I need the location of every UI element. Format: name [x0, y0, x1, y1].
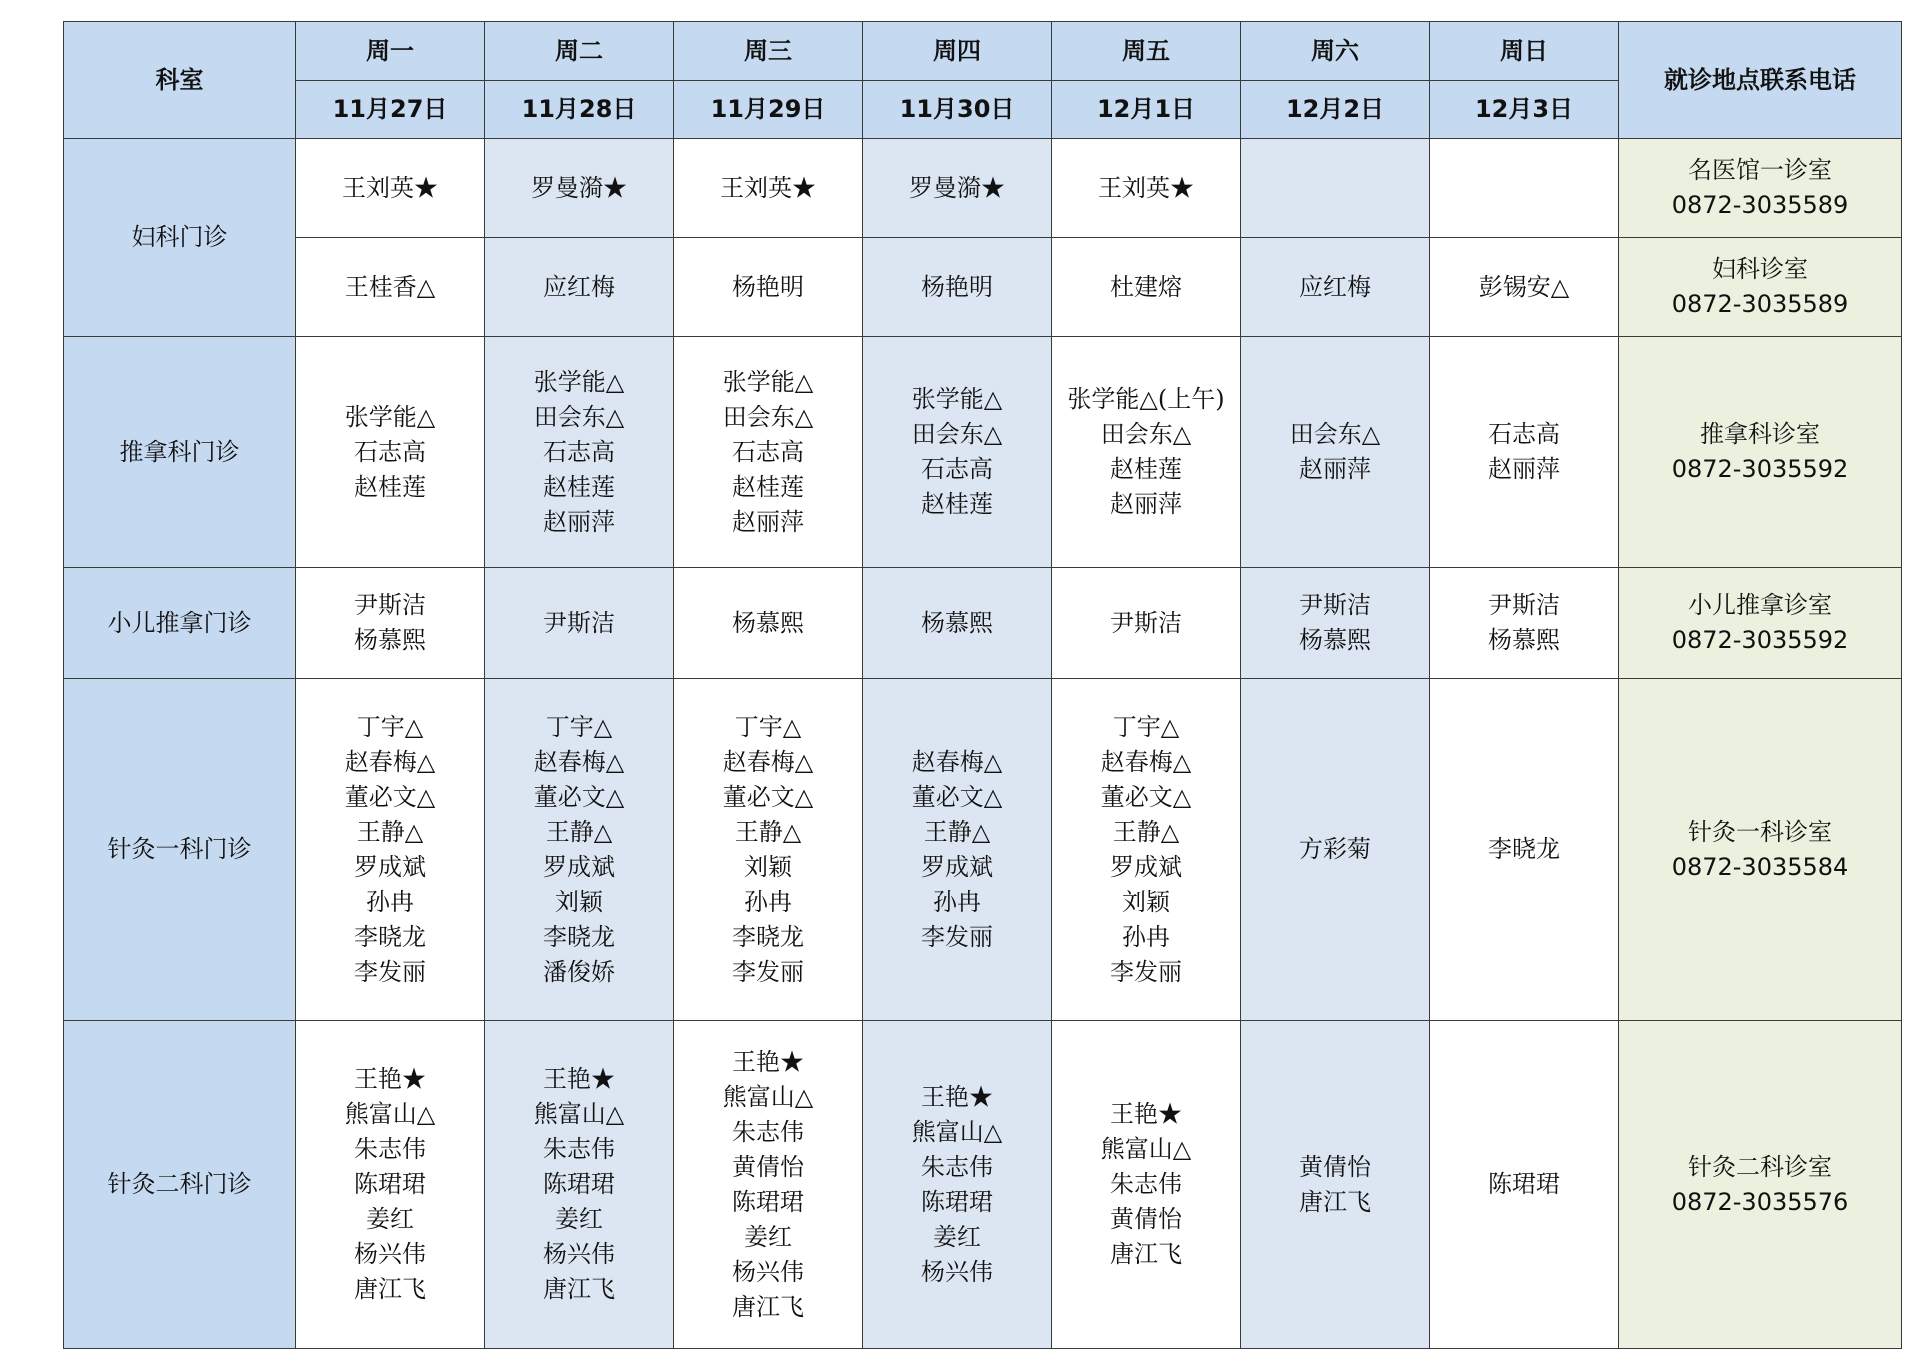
doctor-name: 丁宇△ — [545, 712, 613, 741]
contact-column-header: 就诊地点联系电话 — [1619, 22, 1902, 139]
doctor-name: 赵丽萍 — [543, 507, 615, 536]
doctor-name: 应红梅 — [1299, 272, 1371, 301]
doctor-name: 李晓龙 — [354, 922, 426, 951]
doctor-name: 丁宇△ — [1112, 712, 1180, 741]
schedule-cell — [485, 568, 674, 679]
weekday-header: 周一 — [296, 22, 485, 81]
doctor-name: 王艳★ — [543, 1065, 615, 1093]
doctor-name: 石志高 — [354, 437, 426, 466]
doctor-name: 丁宇△ — [734, 712, 802, 741]
schedule-cell — [863, 238, 1052, 337]
doctor-name: 赵桂莲 — [732, 472, 804, 501]
doctor-name: 田会东△ — [1289, 420, 1381, 448]
doctor-name: 杨兴伟 — [354, 1240, 426, 1268]
doctor-name: 王静△ — [545, 817, 613, 846]
schedule-cell — [674, 337, 863, 568]
clinic-room: 名医馆一诊室 — [1688, 156, 1832, 184]
contact-cell — [1619, 337, 1902, 568]
schedule-cell — [1241, 238, 1430, 337]
doctor-name: 田会东△ — [911, 420, 1003, 448]
doctor-name: 陈珺珺 — [732, 1187, 804, 1216]
doctor-name: 杨慕熙 — [1299, 626, 1371, 654]
doctor-name: 董必文△ — [533, 782, 625, 811]
doctor-name: 罗成斌 — [543, 852, 615, 881]
doctor-name: 姜红 — [744, 1222, 792, 1251]
schedule-cell — [863, 1021, 1052, 1349]
table-row — [64, 238, 1902, 337]
doctor-name: 王艳★ — [732, 1047, 804, 1076]
doctor-name: 张学能△ — [722, 367, 814, 396]
doctor-name: 黄倩怡 — [1299, 1152, 1371, 1181]
contact-cell — [1619, 568, 1902, 679]
schedule-cell — [1241, 679, 1430, 1021]
doctor-name: 朱志伟 — [1110, 1170, 1182, 1198]
table-row — [64, 139, 1902, 238]
doctor-name: 朱志伟 — [543, 1135, 615, 1163]
doctor-name: 王静△ — [734, 817, 802, 846]
schedule-cell — [1430, 238, 1619, 337]
doctor-name: 杨兴伟 — [921, 1257, 993, 1286]
doctor-name: 田会东△ — [1100, 420, 1192, 448]
doctor-name: 彭锡安△ — [1478, 272, 1570, 301]
doctor-name: 杨兴伟 — [543, 1240, 615, 1268]
schedule-cell — [863, 139, 1052, 238]
schedule-cell — [296, 1021, 485, 1349]
doctor-name: 杨艳明 — [732, 272, 804, 301]
doctor-name: 李晓龙 — [543, 922, 615, 951]
table-row — [64, 1021, 1902, 1349]
doctor-name: 赵丽萍 — [1488, 455, 1560, 483]
schedule-cell — [1052, 139, 1241, 238]
clinic-room: 针灸一科诊室 — [1688, 817, 1832, 846]
department-name: 小儿推拿门诊 — [64, 568, 296, 679]
doctor-name: 陈珺珺 — [1488, 1170, 1560, 1198]
doctor-name: 杜建熔 — [1110, 272, 1182, 301]
schedule-cell — [674, 1021, 863, 1349]
date-header: 12月2日 — [1241, 81, 1430, 139]
schedule-cell — [863, 679, 1052, 1021]
doctor-name: 尹斯洁 — [354, 591, 426, 619]
schedule-cell — [1052, 1021, 1241, 1349]
doctor-name: 王桂香△ — [344, 272, 436, 301]
doctor-name: 黄倩怡 — [732, 1152, 804, 1181]
doctor-name: 朱志伟 — [921, 1152, 993, 1181]
duty-schedule-table — [63, 21, 1902, 1349]
doctor-name: 唐江飞 — [354, 1275, 426, 1303]
contact-cell — [1619, 1021, 1902, 1349]
department-column-header: 科室 — [64, 22, 296, 139]
doctor-name: 姜红 — [933, 1222, 981, 1251]
doctor-name: 王刘英★ — [1098, 173, 1194, 202]
table-row — [64, 679, 1902, 1021]
doctor-name: 赵春梅△ — [1100, 747, 1192, 776]
doctor-name: 方彩菊 — [1299, 835, 1371, 863]
doctor-name: 石志高 — [732, 437, 804, 466]
doctor-name: 尹斯洁 — [1110, 608, 1182, 637]
doctor-name: 杨慕熙 — [1488, 626, 1560, 654]
doctor-name: 唐江飞 — [543, 1275, 615, 1303]
date-header: 12月1日 — [1052, 81, 1241, 139]
date-header: 11月29日 — [674, 81, 863, 139]
doctor-name: 赵丽萍 — [1299, 455, 1371, 483]
doctor-name: 张学能△ — [344, 402, 436, 431]
department-name: 妇科门诊 — [64, 139, 296, 337]
contact-cell — [1619, 238, 1902, 337]
schedule-cell — [296, 568, 485, 679]
schedule-cell — [674, 679, 863, 1021]
doctor-name: 罗成斌 — [354, 852, 426, 881]
doctor-name: 罗成斌 — [921, 852, 993, 881]
doctor-name: 刘颖 — [1122, 887, 1170, 916]
doctor-name: 唐江飞 — [732, 1292, 804, 1321]
schedule-cell — [1430, 139, 1619, 238]
phone-number: 0872-3035592 — [1671, 455, 1849, 483]
doctor-name: 石志高 — [1488, 420, 1560, 448]
schedule-cell — [485, 679, 674, 1021]
doctor-name: 黄倩怡 — [1110, 1205, 1182, 1233]
doctor-name: 王艳★ — [354, 1065, 426, 1093]
doctor-name: 丁宇△ — [356, 712, 424, 741]
doctor-name: 应红梅 — [543, 272, 615, 301]
phone-number: 0872-3035589 — [1671, 290, 1849, 318]
doctor-name: 陈珺珺 — [921, 1187, 993, 1216]
schedule-cell — [1241, 139, 1430, 238]
doctor-name: 陈珺珺 — [354, 1170, 426, 1198]
schedule-cell — [485, 1021, 674, 1349]
doctor-name: 杨慕熙 — [354, 626, 426, 654]
schedule-body — [64, 139, 1902, 1349]
schedule-cell — [296, 139, 485, 238]
doctor-name: 罗成斌 — [1110, 852, 1182, 881]
doctor-name: 石志高 — [921, 455, 993, 483]
doctor-name: 张学能△(上午) — [1067, 385, 1225, 413]
schedule-cell — [1052, 679, 1241, 1021]
doctor-name: 王静△ — [356, 817, 424, 846]
doctor-name: 石志高 — [543, 437, 615, 466]
schedule-cell — [1052, 568, 1241, 679]
contact-cell — [1619, 139, 1902, 238]
doctor-name: 尹斯洁 — [1299, 591, 1371, 619]
doctor-name: 李发丽 — [732, 957, 804, 986]
doctor-name: 赵桂莲 — [354, 472, 426, 501]
doctor-name: 赵春梅△ — [533, 747, 625, 776]
schedule-cell — [1052, 238, 1241, 337]
doctor-name: 熊富山△ — [344, 1100, 436, 1128]
schedule-cell — [485, 139, 674, 238]
schedule-cell — [1052, 337, 1241, 568]
date-header: 11月27日 — [296, 81, 485, 139]
phone-number: 0872-3035589 — [1671, 191, 1849, 219]
doctor-name: 赵丽萍 — [1110, 490, 1182, 518]
weekday-header: 周四 — [863, 22, 1052, 81]
schedule-cell — [674, 139, 863, 238]
doctor-name: 赵春梅△ — [911, 747, 1003, 776]
doctor-name: 李发丽 — [921, 922, 993, 951]
department-name: 针灸二科门诊 — [64, 1021, 296, 1349]
doctor-name: 熊富山△ — [533, 1100, 625, 1128]
doctor-name: 孙冉 — [744, 887, 792, 916]
schedule-cell — [296, 679, 485, 1021]
schedule-cell — [863, 568, 1052, 679]
doctor-name: 李发丽 — [354, 957, 426, 986]
phone-number: 0872-3035584 — [1671, 852, 1849, 881]
doctor-name: 赵春梅△ — [344, 747, 436, 776]
date-header: 11月28日 — [485, 81, 674, 139]
doctor-name: 王刘英★ — [342, 173, 438, 202]
department-name: 针灸一科门诊 — [64, 679, 296, 1021]
weekday-header: 周二 — [485, 22, 674, 81]
contact-cell — [1619, 679, 1902, 1021]
doctor-name: 尹斯洁 — [1488, 591, 1560, 619]
schedule-cell — [1430, 337, 1619, 568]
doctor-name: 李晓龙 — [1488, 835, 1560, 863]
phone-number: 0872-3035592 — [1671, 626, 1849, 654]
doctor-name: 杨慕熙 — [732, 608, 804, 637]
schedule-cell — [1430, 1021, 1619, 1349]
doctor-name: 熊富山△ — [911, 1117, 1003, 1146]
doctor-name: 赵春梅△ — [722, 747, 814, 776]
doctor-name: 李发丽 — [1110, 957, 1182, 986]
doctor-name: 王艳★ — [1110, 1100, 1182, 1128]
doctor-name: 赵桂莲 — [543, 472, 615, 501]
doctor-name: 赵桂莲 — [921, 490, 993, 518]
doctor-name: 张学能△ — [911, 385, 1003, 413]
doctor-name: 田会东△ — [533, 402, 625, 431]
department-name: 推拿科门诊 — [64, 337, 296, 568]
schedule-cell — [674, 568, 863, 679]
doctor-name: 潘俊娇 — [543, 957, 615, 986]
doctor-name: 朱志伟 — [354, 1135, 426, 1163]
doctor-name: 孙冉 — [366, 887, 414, 916]
date-header: 11月30日 — [863, 81, 1052, 139]
doctor-name: 刘颖 — [744, 852, 792, 881]
doctor-name: 熊富山△ — [1100, 1135, 1192, 1163]
weekday-header: 周日 — [1430, 22, 1619, 81]
doctor-name: 罗曼漪★ — [531, 173, 627, 202]
clinic-room: 小儿推拿诊室 — [1688, 591, 1832, 619]
schedule-cell — [485, 337, 674, 568]
schedule-cell — [1241, 568, 1430, 679]
schedule-cell — [1430, 679, 1619, 1021]
schedule-cell — [296, 337, 485, 568]
date-header: 12月3日 — [1430, 81, 1619, 139]
weekday-header: 周三 — [674, 22, 863, 81]
weekday-header: 周六 — [1241, 22, 1430, 81]
table-row — [64, 568, 1902, 679]
weekday-header: 周五 — [1052, 22, 1241, 81]
doctor-name: 陈珺珺 — [543, 1170, 615, 1198]
doctor-name: 杨慕熙 — [921, 608, 993, 637]
doctor-name: 姜红 — [555, 1205, 603, 1233]
phone-number: 0872-3035576 — [1671, 1187, 1849, 1216]
doctor-name: 唐江飞 — [1110, 1240, 1182, 1268]
doctor-name: 董必文△ — [722, 782, 814, 811]
doctor-name: 唐江飞 — [1299, 1187, 1371, 1216]
schedule-cell — [863, 337, 1052, 568]
doctor-name: 罗曼漪★ — [909, 173, 1005, 202]
doctor-name: 王静△ — [1112, 817, 1180, 846]
doctor-name: 张学能△ — [533, 367, 625, 396]
doctor-name: 赵桂莲 — [1110, 455, 1182, 483]
clinic-room: 妇科诊室 — [1712, 255, 1808, 283]
doctor-name: 李晓龙 — [732, 922, 804, 951]
doctor-name: 王刘英★ — [720, 173, 816, 202]
table-row — [64, 337, 1902, 568]
schedule-cell — [1241, 337, 1430, 568]
doctor-name: 董必文△ — [911, 782, 1003, 811]
clinic-room: 针灸二科诊室 — [1688, 1152, 1832, 1181]
doctor-name: 孙冉 — [1122, 922, 1170, 951]
doctor-name: 王艳★ — [921, 1082, 993, 1111]
doctor-name: 杨兴伟 — [732, 1257, 804, 1286]
doctor-name: 田会东△ — [722, 402, 814, 431]
doctor-name: 孙冉 — [933, 887, 981, 916]
doctor-name: 熊富山△ — [722, 1082, 814, 1111]
doctor-name: 朱志伟 — [732, 1117, 804, 1146]
header-weekday-row — [64, 22, 1902, 81]
doctor-name: 尹斯洁 — [543, 608, 615, 637]
schedule-cell — [674, 238, 863, 337]
doctor-name: 赵丽萍 — [732, 507, 804, 536]
doctor-name: 董必文△ — [1100, 782, 1192, 811]
clinic-room: 推拿科诊室 — [1700, 420, 1820, 448]
schedule-cell — [296, 238, 485, 337]
schedule-cell — [1241, 1021, 1430, 1349]
doctor-name: 王静△ — [923, 817, 991, 846]
doctor-name: 姜红 — [366, 1205, 414, 1233]
doctor-name: 董必文△ — [344, 782, 436, 811]
schedule-cell — [485, 238, 674, 337]
doctor-name: 刘颖 — [555, 887, 603, 916]
schedule-cell — [1430, 568, 1619, 679]
doctor-name: 杨艳明 — [921, 272, 993, 301]
